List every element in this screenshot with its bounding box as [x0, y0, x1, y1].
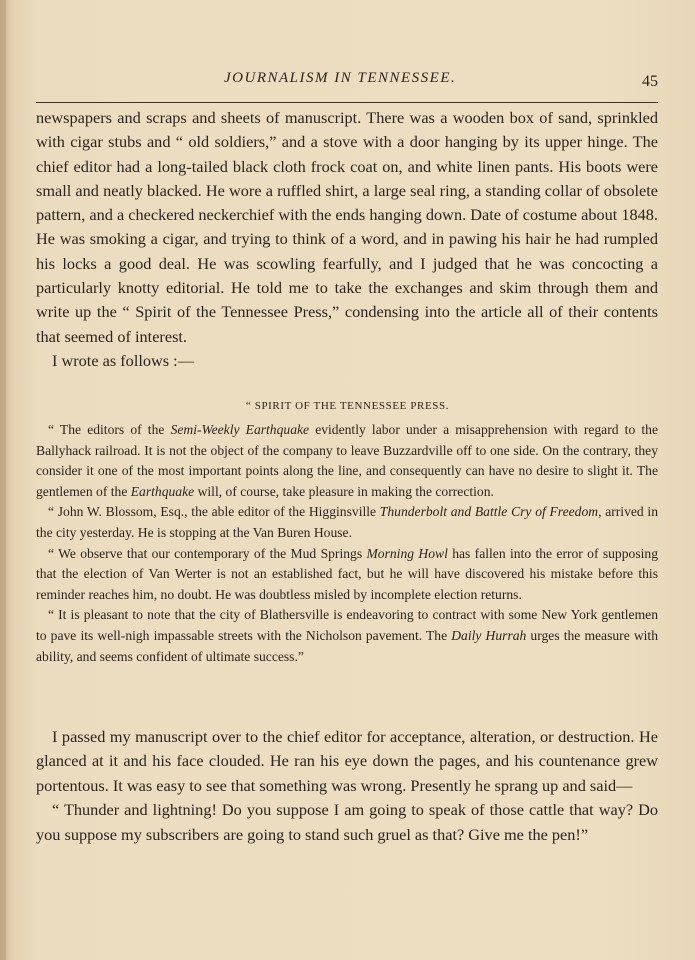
- book-spine-shadow: [0, 0, 6, 960]
- paragraph: newspapers and scraps and sheets of manuscript. There was a wooden box of sand, sprinkled with cigar stubs and “ old soldiers,” and a stove with a door hanging by its upper hinge. The chief editor had a long-tailed black cloth frock coat on, and white linen pants. His boots were small and neatly blacked. He wore a ruffled shirt, a large seal ring, a standing collar of obsolete pattern, and a checkered neckerchief with the ends hanging down. Date of costume about 1848. He was smoking a cigar, and trying to think of a word, and in pawing his hair he had rumpled his locks a good deal. He was scowling fearfully, and I judged that he was concocting a particularly knotty editorial. He told me to take the exchanges and skim through them and write up the “ Spirit of the Tennessee Press,” condensing into the article all of their contents that seemed of interest.: [36, 108, 658, 346]
- quoted-article: [36, 420, 658, 667]
- quote-paragraph: “ John W. Blossom, Esq., the able editor of the Higginsville Thunderbolt and Battle Cry of Freedom, arrived in the city yesterday. He is stopping at the Van Buren House.: [36, 504, 659, 540]
- quote-paragraph: “ We observe that our contemporary of the Mud Springs Morning Howl has fallen into the error of supposing that the election of Van Werter is not an established fact, but he will have discovered his mistake before this reminder reaches him, no doubt. He was doubtless misled by incomplete election returns.: [36, 545, 658, 602]
- running-title: JOURNALISM IN TENNESSEE.: [224, 70, 457, 86]
- page-number: 45: [642, 73, 658, 90]
- quote-paragraph: “ It is pleasant to note that the city of Blathersville is endeavoring to contract with some New York gentlemen to pave its well-nigh impassable streets with the Nicholson pavement. The Daily Hurrah urges the measure with ability, and seems confident of ultimate success.”: [36, 607, 658, 664]
- paragraph: I passed my manuscript over to the chief editor for acceptance, alteration, or destruction. He glanced at it and his face clouded. He ran his eye down the pages, and his countenance grew portentous. It was easy to see that something was wrong. Presently he sprang up and said—: [36, 727, 658, 795]
- paragraph: I wrote as follows :—: [52, 350, 194, 370]
- page-header: [36, 70, 660, 94]
- quote-heading: “ SPIRIT OF THE TENNESSEE PRESS.: [245, 400, 450, 412]
- after-text: [36, 725, 658, 847]
- quote-paragraph: “ The editors of the Semi-Weekly Earthquake evidently labor under a misapprehension with regard to the Ballyhack railroad. It is not the object of the company to leave Buzzardville off to one side. On the contrary, they consider it one of the most important points along the line, and consequently can have no desire to slight it. The gentlemen of the Earthquake will, of course, take pleasure in making the correction.: [36, 422, 659, 499]
- body-text: [36, 106, 658, 373]
- paragraph: “ Thunder and lightning! Do you suppose I am going to speak of those cattle that way? Do you suppose my subscribers are going to stand such gruel as that? Give me the pen!”: [36, 800, 658, 844]
- header-rule: [36, 102, 658, 103]
